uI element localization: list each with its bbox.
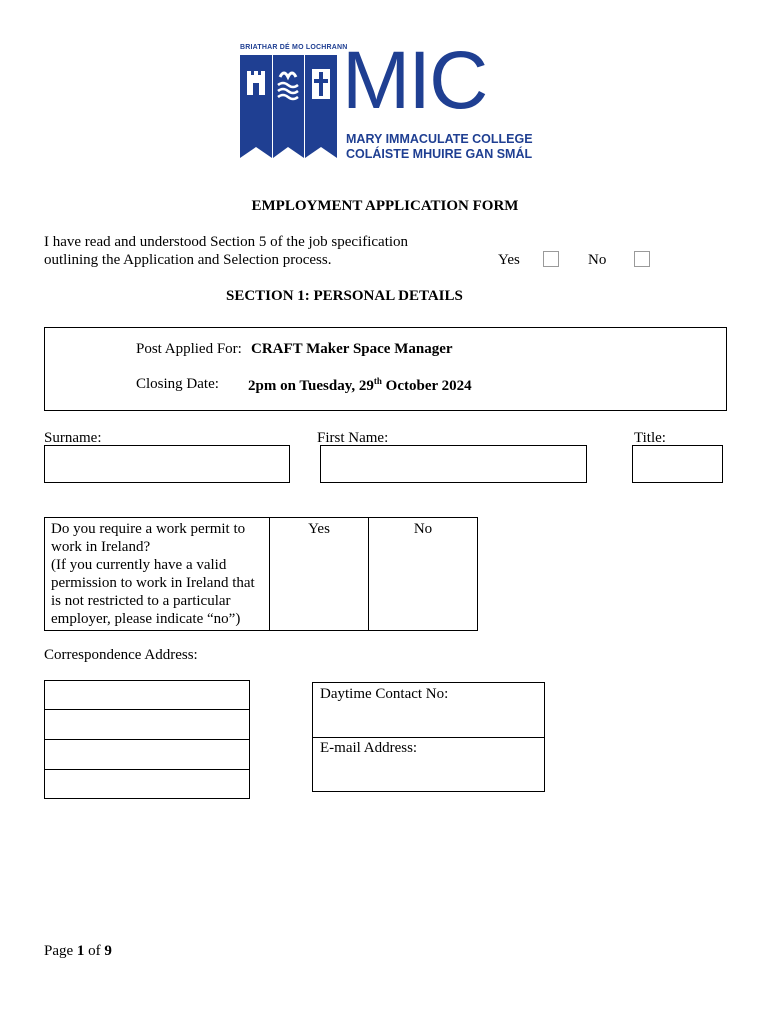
work-permit-question-line: is not restricted to a particular <box>51 593 231 609</box>
logo-tagline: BRIATHAR DÉ MO LOCHRANN <box>240 44 348 51</box>
address-line-2-field[interactable] <box>44 709 250 740</box>
first-name-label: First Name: <box>317 430 389 446</box>
post-details-box <box>44 327 727 411</box>
section-title: SECTION 1: PERSONAL DETAILS <box>226 288 463 304</box>
work-permit-no-label: No <box>413 521 433 537</box>
first-name-field[interactable] <box>320 445 587 483</box>
daytime-contact-label: Daytime Contact No: <box>320 686 449 702</box>
work-permit-question-line: work in Ireland? <box>51 539 151 555</box>
logo-name-english: MARY IMMACULATE COLLEGE <box>346 132 533 146</box>
college-logo <box>238 35 538 164</box>
closing-date-part-1: 2pm on Tuesday, 29 <box>248 378 374 394</box>
confirmation-no-checkbox[interactable] <box>634 251 650 267</box>
closing-date-label: Closing Date: <box>136 376 219 392</box>
page-prefix: Page <box>44 943 77 959</box>
closing-date-part-2: October 2024 <box>381 378 472 394</box>
email-address-label: E-mail Address: <box>320 740 418 756</box>
title-label: Title: <box>634 430 666 446</box>
page-current: 1 <box>76 943 85 959</box>
form-title: EMPLOYMENT APPLICATION FORM <box>251 198 519 214</box>
surname-field[interactable] <box>44 445 290 483</box>
work-permit-question-line: employer, please indicate “no”) <box>51 611 241 627</box>
address-line-4-field[interactable] <box>44 769 250 799</box>
title-field[interactable] <box>632 445 723 483</box>
logo-initials: MIC <box>342 35 487 126</box>
work-permit-question-line: (If you currently have a valid <box>51 557 227 573</box>
work-permit-no-cell[interactable] <box>369 518 478 631</box>
logo-name-irish: COLÁISTE MHUIRE GAN SMÁL <box>346 147 533 161</box>
closing-date-value <box>248 376 472 395</box>
email-address-field[interactable] <box>312 737 545 792</box>
confirmation-yes-label: Yes <box>498 252 520 268</box>
work-permit-table <box>44 517 478 631</box>
work-permit-yes-label: Yes <box>308 521 330 537</box>
confirmation-text-line-1: I have read and understood Section 5 of the job specification <box>44 234 409 250</box>
confirmation-text-line-2: outlining the Application and Selection process. <box>44 252 332 268</box>
correspondence-address-label: Correspondence Address: <box>44 647 198 663</box>
crest-icon <box>240 55 338 163</box>
work-permit-question-line: Do you require a work permit to <box>51 521 246 537</box>
confirmation-yes-checkbox[interactable] <box>543 251 559 267</box>
confirmation-no-label: No <box>588 252 607 268</box>
address-line-1-field[interactable] <box>44 680 250 710</box>
post-applied-label: Post Applied For: <box>136 341 242 357</box>
work-permit-question <box>45 518 270 631</box>
post-applied-value: CRAFT Maker Space Manager <box>251 341 453 357</box>
surname-label: Surname: <box>44 430 102 446</box>
page-of: of <box>84 943 105 959</box>
work-permit-yes-cell[interactable] <box>270 518 369 631</box>
daytime-contact-field[interactable] <box>312 682 545 738</box>
work-permit-question-line: permission to work in Ireland that <box>51 575 255 591</box>
page-number <box>44 943 112 960</box>
address-line-3-field[interactable] <box>44 739 250 770</box>
page-total: 9 <box>104 943 112 959</box>
closing-date-suffix: th <box>373 376 382 386</box>
